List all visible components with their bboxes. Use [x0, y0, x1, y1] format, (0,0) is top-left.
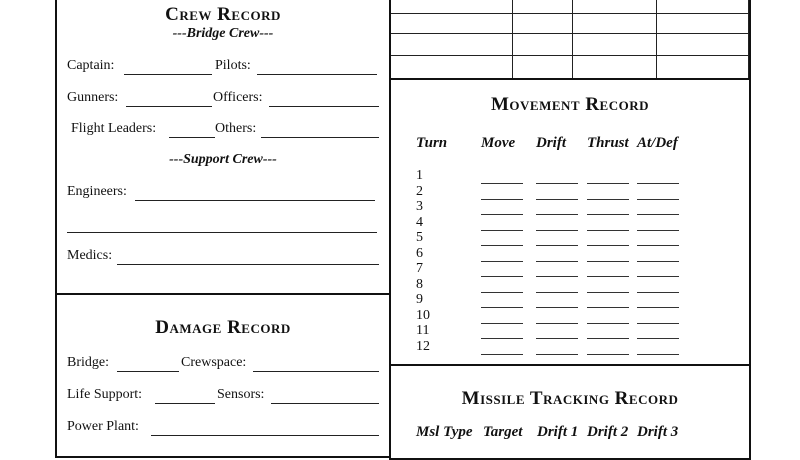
drift-entry-line[interactable]	[536, 245, 578, 246]
drift-entry-line[interactable]	[536, 354, 578, 355]
grid-cell[interactable]	[573, 14, 657, 34]
life-support-label: Life Support:	[67, 387, 143, 402]
grid-cell[interactable]	[573, 34, 657, 56]
officers-label: Officers:	[213, 90, 263, 105]
target-header: Target	[483, 424, 523, 440]
others-field[interactable]	[261, 137, 379, 138]
move-entry-line[interactable]	[481, 307, 523, 308]
turn-number: 8	[416, 276, 423, 292]
drift-entry-line[interactable]	[536, 276, 578, 277]
turn-number: 6	[416, 245, 423, 261]
grid-cell[interactable]	[391, 14, 513, 34]
thrust-entry-line[interactable]	[587, 245, 629, 246]
move-header: Move	[481, 135, 516, 151]
move-entry-line[interactable]	[481, 245, 523, 246]
movement-record-title: Movement Record	[490, 94, 650, 115]
grid-cell[interactable]	[513, 14, 573, 34]
drift-entry-line[interactable]	[536, 292, 578, 293]
medics-label: Medics:	[67, 248, 113, 263]
atdef-entry-line[interactable]	[637, 276, 679, 277]
drift-entry-line[interactable]	[536, 323, 578, 324]
drift-entry-line[interactable]	[536, 214, 578, 215]
power-plant-label: Power Plant:	[67, 419, 139, 434]
drift3-header: Drift 3	[637, 424, 679, 440]
flight-leaders-field[interactable]	[169, 137, 215, 138]
captain-label: Captain:	[67, 58, 115, 73]
atdef-entry-line[interactable]	[637, 338, 679, 339]
top-grid	[391, 0, 749, 78]
move-entry-line[interactable]	[481, 354, 523, 355]
turn-number: 5	[416, 230, 423, 245]
thrust-entry-line[interactable]	[587, 323, 629, 324]
top-grid-panel	[389, 0, 751, 80]
turn-number: 2	[416, 183, 423, 199]
thrust-entry-line[interactable]	[587, 230, 629, 231]
thrust-entry-line[interactable]	[587, 214, 629, 215]
pilots-field[interactable]	[257, 74, 377, 75]
grid-cell[interactable]	[657, 56, 749, 78]
move-entry-line[interactable]	[481, 292, 523, 293]
drift-entry-line[interactable]	[536, 230, 578, 231]
drift-entry-line[interactable]	[536, 307, 578, 308]
move-entry-line[interactable]	[481, 199, 523, 200]
thrust-entry-line[interactable]	[587, 199, 629, 200]
sensors-label: Sensors:	[217, 387, 265, 402]
atdef-entry-line[interactable]	[637, 183, 679, 184]
move-entry-line[interactable]	[481, 230, 523, 231]
drift-entry-line[interactable]	[536, 183, 578, 184]
engineers-field-extra[interactable]	[67, 232, 377, 233]
atdef-entry-line[interactable]	[637, 261, 679, 262]
drift-entry-line[interactable]	[536, 261, 578, 262]
atdef-header: At/Def	[637, 135, 678, 151]
grid-cell[interactable]	[391, 0, 513, 14]
crewspace-field[interactable]	[253, 371, 379, 372]
grid-cell[interactable]	[657, 0, 749, 14]
thrust-entry-line[interactable]	[587, 307, 629, 308]
turn-number: 9	[416, 292, 423, 307]
move-entry-line[interactable]	[481, 338, 523, 339]
drift1-header: Drift 1	[537, 424, 579, 440]
turn-number: 4	[416, 214, 423, 230]
missile-tracking-title: Missile Tracking Record	[461, 388, 679, 409]
drift-entry-line[interactable]	[536, 199, 578, 200]
move-entry-line[interactable]	[481, 323, 523, 324]
thrust-entry-line[interactable]	[587, 261, 629, 262]
turn-header: Turn	[416, 135, 448, 151]
msl-type-header: Msl Type	[416, 424, 473, 440]
grid-cell[interactable]	[513, 56, 573, 78]
bridge-label: Bridge:	[67, 355, 109, 370]
turn-number: 7	[416, 261, 423, 276]
atdef-entry-line[interactable]	[637, 323, 679, 324]
thrust-entry-line[interactable]	[587, 292, 629, 293]
move-entry-line[interactable]	[481, 276, 523, 277]
turn-number: 12	[416, 338, 430, 354]
thrust-entry-line[interactable]	[587, 354, 629, 355]
engineers-label: Engineers:	[67, 184, 127, 199]
atdef-entry-line[interactable]	[637, 307, 679, 308]
thrust-entry-line[interactable]	[587, 276, 629, 277]
turn-number: 10	[416, 307, 430, 323]
others-label: Others:	[215, 121, 257, 136]
atdef-entry-line[interactable]	[637, 199, 679, 200]
drift-header: Drift	[536, 135, 566, 151]
atdef-entry-line[interactable]	[637, 292, 679, 293]
move-entry-line[interactable]	[481, 261, 523, 262]
drift2-header: Drift 2	[587, 424, 629, 440]
flight-leaders-label: Flight Leaders:	[71, 121, 157, 136]
drift-entry-line[interactable]	[536, 338, 578, 339]
captain-field[interactable]	[124, 74, 212, 75]
support-crew-subtitle: ---Support Crew---	[169, 152, 277, 167]
grid-cell[interactable]	[513, 34, 573, 56]
grid-cell[interactable]	[513, 0, 573, 14]
atdef-entry-line[interactable]	[637, 214, 679, 215]
turn-number: 1	[416, 168, 423, 183]
crewspace-label: Crewspace:	[181, 355, 247, 370]
gunners-label: Gunners:	[67, 90, 119, 105]
damage-record-title: Damage Record	[155, 317, 291, 338]
bridge-field[interactable]	[117, 371, 179, 372]
grid-cell[interactable]	[391, 34, 513, 56]
turn-number: 11	[416, 323, 430, 338]
grid-cell[interactable]	[657, 14, 749, 34]
bridge-crew-subtitle: ---Bridge Crew---	[172, 26, 274, 41]
atdef-entry-line[interactable]	[637, 230, 679, 231]
medics-field[interactable]	[117, 264, 379, 265]
atdef-entry-line[interactable]	[637, 354, 679, 355]
thrust-header: Thrust	[587, 135, 629, 151]
missile-tracking-panel	[389, 364, 751, 460]
atdef-entry-line[interactable]	[637, 245, 679, 246]
turn-number: 3	[416, 199, 423, 214]
move-entry-line[interactable]	[481, 183, 523, 184]
crew-record-panel	[55, 0, 391, 295]
grid-cell[interactable]	[573, 56, 657, 78]
officers-field[interactable]	[269, 106, 379, 107]
gunners-field[interactable]	[126, 106, 212, 107]
grid-cell[interactable]	[391, 56, 513, 78]
life-support-field[interactable]	[155, 403, 215, 404]
grid-cell[interactable]	[573, 0, 657, 14]
crew-record-title: Crew Record	[165, 4, 281, 25]
sensors-field[interactable]	[271, 403, 379, 404]
move-entry-line[interactable]	[481, 214, 523, 215]
engineers-field[interactable]	[135, 200, 375, 201]
pilots-label: Pilots:	[215, 58, 251, 73]
thrust-entry-line[interactable]	[587, 183, 629, 184]
power-plant-field[interactable]	[151, 435, 379, 436]
damage-record-panel	[55, 293, 391, 458]
thrust-entry-line[interactable]	[587, 338, 629, 339]
grid-cell[interactable]	[657, 34, 749, 56]
movement-record-panel	[389, 78, 751, 366]
